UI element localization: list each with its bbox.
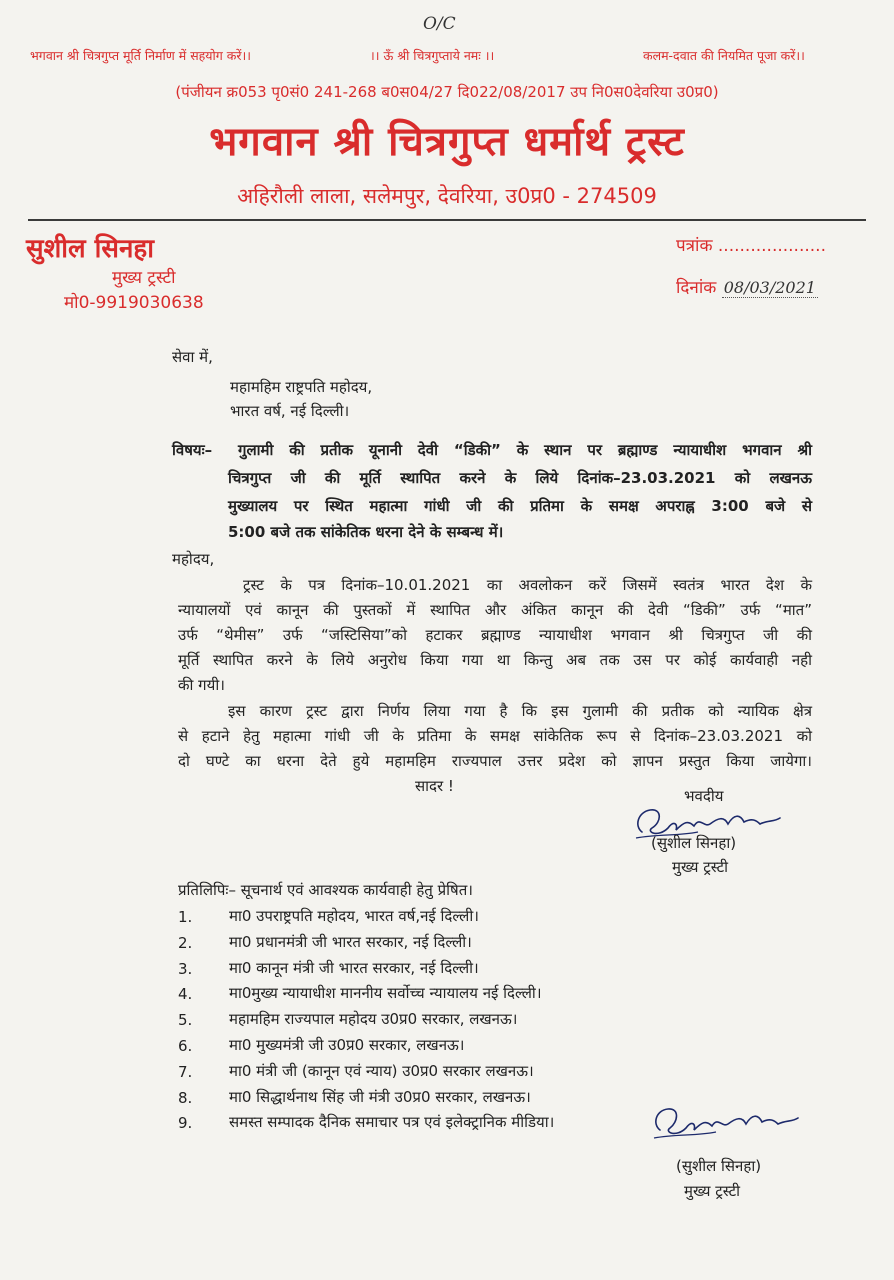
copy-item: मा0 सिद्धार्थनाथ सिंह जी मंत्री उ0प्र0 सरकार, लखनऊ। [229,1088,531,1106]
slogan-center: ।। ऊँ श्री चित्रगुप्ताये नमः ।। [370,48,495,63]
copy-item: मा0मुख्य न्यायाधीश माननीय सर्वोच्च न्यायालय नई दिल्ली। [229,984,542,1002]
trustee-mobile: मो0-9919030638 [64,293,204,313]
subject-line: चित्रगुप्त जी की मूर्ति स्थापित करने के लिये दिनांक–23.03.2021 को लखनऊ [228,469,812,487]
salutation: सेवा में, [172,348,213,366]
trustee-name: सुशील सिनहा [26,234,154,264]
recipient-line-2: भारत वर्ष, नई दिल्ली। [230,402,350,420]
para-2-line: से हटाने हेतु महात्मा गांधी जी के प्रतिमा के समक्ष सांकेतिक रूप से दिनांक–23.03.2021 को [178,727,812,745]
signatory-title: मुख्य ट्रस्टी [672,858,729,876]
copies-heading: प्रतिलिपिः– सूचनार्थ एवं आवश्यक कार्यवाही हेतु प्रेषित। [178,881,473,899]
copy-item: समस्त सम्पादक दैनिक समाचार पत्र एवं इलेक्ट्रानिक मीडिया। [229,1113,555,1131]
copy-item-number: 5. [178,1011,193,1029]
copy-item: मा0 मुख्यमंत्री जी उ0प्र0 सरकार, लखनऊ। [229,1036,465,1054]
copy-item: महामहिम राज्यपाल महोदय उ0प्र0 सरकार, लखनऊ। [229,1010,518,1028]
para-2-line: इस कारण ट्रस्ट द्वारा निर्णय लिया गया है कि इस गुलामी की प्रतीक को न्यायिक क्षेत्र [228,702,812,720]
copies-signatory-title: मुख्य ट्रस्टी [684,1182,741,1200]
copy-item-number: 6. [178,1037,193,1055]
signatory-name: (सुशील सिनहा) [651,834,737,852]
copy-item-number: 3. [178,960,193,978]
copy-item-number: 8. [178,1089,193,1107]
subject-line: मुख्यालय पर स्थित महात्मा गांधी जी की प्रतिमा के समक्ष अपराह्न 3:00 बजे से [228,497,812,515]
copy-item-number: 7. [178,1063,193,1081]
copy-item-number: 9. [178,1114,193,1132]
trust-address: अहिरौली लाला, सलेमपुर, देवरिया, उ0प्र0 - 274509 [237,184,657,208]
copy-item-number: 1. [178,908,193,926]
dinank-field [676,275,818,298]
copies-signatory-name: (सुशील सिनहा) [676,1157,762,1175]
ok-handwritten-mark: O/C [423,14,456,34]
dinank-label: दिनांक [676,278,717,298]
slogan-right: कलम-दवात की नियमित पूजा करें।। [643,48,805,63]
para-1-line: न्यायालयों एवं कानून की पुस्तकों में स्थापित और अंकित कानून की देवी “डिकी” उर्फ “मात” [178,601,812,619]
dinank-handwritten-date: 08/03/2021 [723,278,816,297]
copy-item-number: 4. [178,985,193,1003]
para-1-line: ट्रस्ट के पत्र दिनांक–10.01.2021 का अवलोकन करें जिसमें स्वतंत्र भारत देश के [243,576,812,594]
registration-line: (पंजीयन क्र053 पृ0सं0 241-268 ब0स04/27 दि022/08/2017 उप नि0स0देवरिया उ0प्र0) [175,83,719,101]
sign-off: भवदीय [684,787,724,805]
para-2-line: दो घण्टे का धरना देते हुये महामहिम राज्यपाल उत्तर प्रदेश को ज्ञापन प्रस्तुत किया जायेगा। [178,752,812,770]
trustee-title: मुख्य ट्रस्टी [112,268,176,288]
greeting: महोदय, [172,550,215,568]
closing: सादर ! [415,777,454,795]
subject-label: विषयः– [172,441,213,459]
copy-item: मा0 मंत्री जी (कानून एवं न्याय) उ0प्र0 सरकार लखनऊ। [229,1062,534,1080]
subject-line: 5:00 बजे तक सांकेतिक धरना देने के सम्बन्ध में। [228,523,504,541]
subject-line: गुलामी की प्रतीक यूनानी देवी “डिकी” के स्थान पर ब्रह्माण्ड न्यायाधीश भगवान श्री [238,441,812,459]
para-1-line: मूर्ति स्थापित करने के लिये अनुरोध किया गया था किन्तु अब तक उस पर कोई कार्यवाही नही [178,651,812,669]
copy-item-number: 2. [178,934,193,952]
copy-item: मा0 प्रधानमंत्री जी भारत सरकार, नई दिल्ली। [229,933,472,951]
slogan-left: भगवान श्री चित्रगुप्त मूर्ति निर्माण में सहयोग करें।। [30,48,251,63]
patrank-field: पत्रांक .................... [676,236,826,256]
recipient-line-1: महामहिम राष्ट्रपति महोदय, [230,378,373,396]
header-divider [28,219,866,221]
signature-image [648,1100,818,1146]
para-1-line: की गयी। [178,676,225,694]
trust-name-heading: भगवान श्री चित्रगुप्त धर्मार्थ ट्रस्ट [209,119,685,165]
copy-item: मा0 कानून मंत्री जी भारत सरकार, नई दिल्ली। [229,959,479,977]
copy-item: मा0 उपराष्ट्रपति महोदय, भारत वर्ष,नई दिल्ली। [229,907,479,925]
para-1-line: उर्फ “थेमीस” उर्फ “जस्टिसिया”को हटाकर ब्रह्माण्ड न्यायाधीश भगवान श्री चित्रगुप्त जी की [178,626,812,644]
